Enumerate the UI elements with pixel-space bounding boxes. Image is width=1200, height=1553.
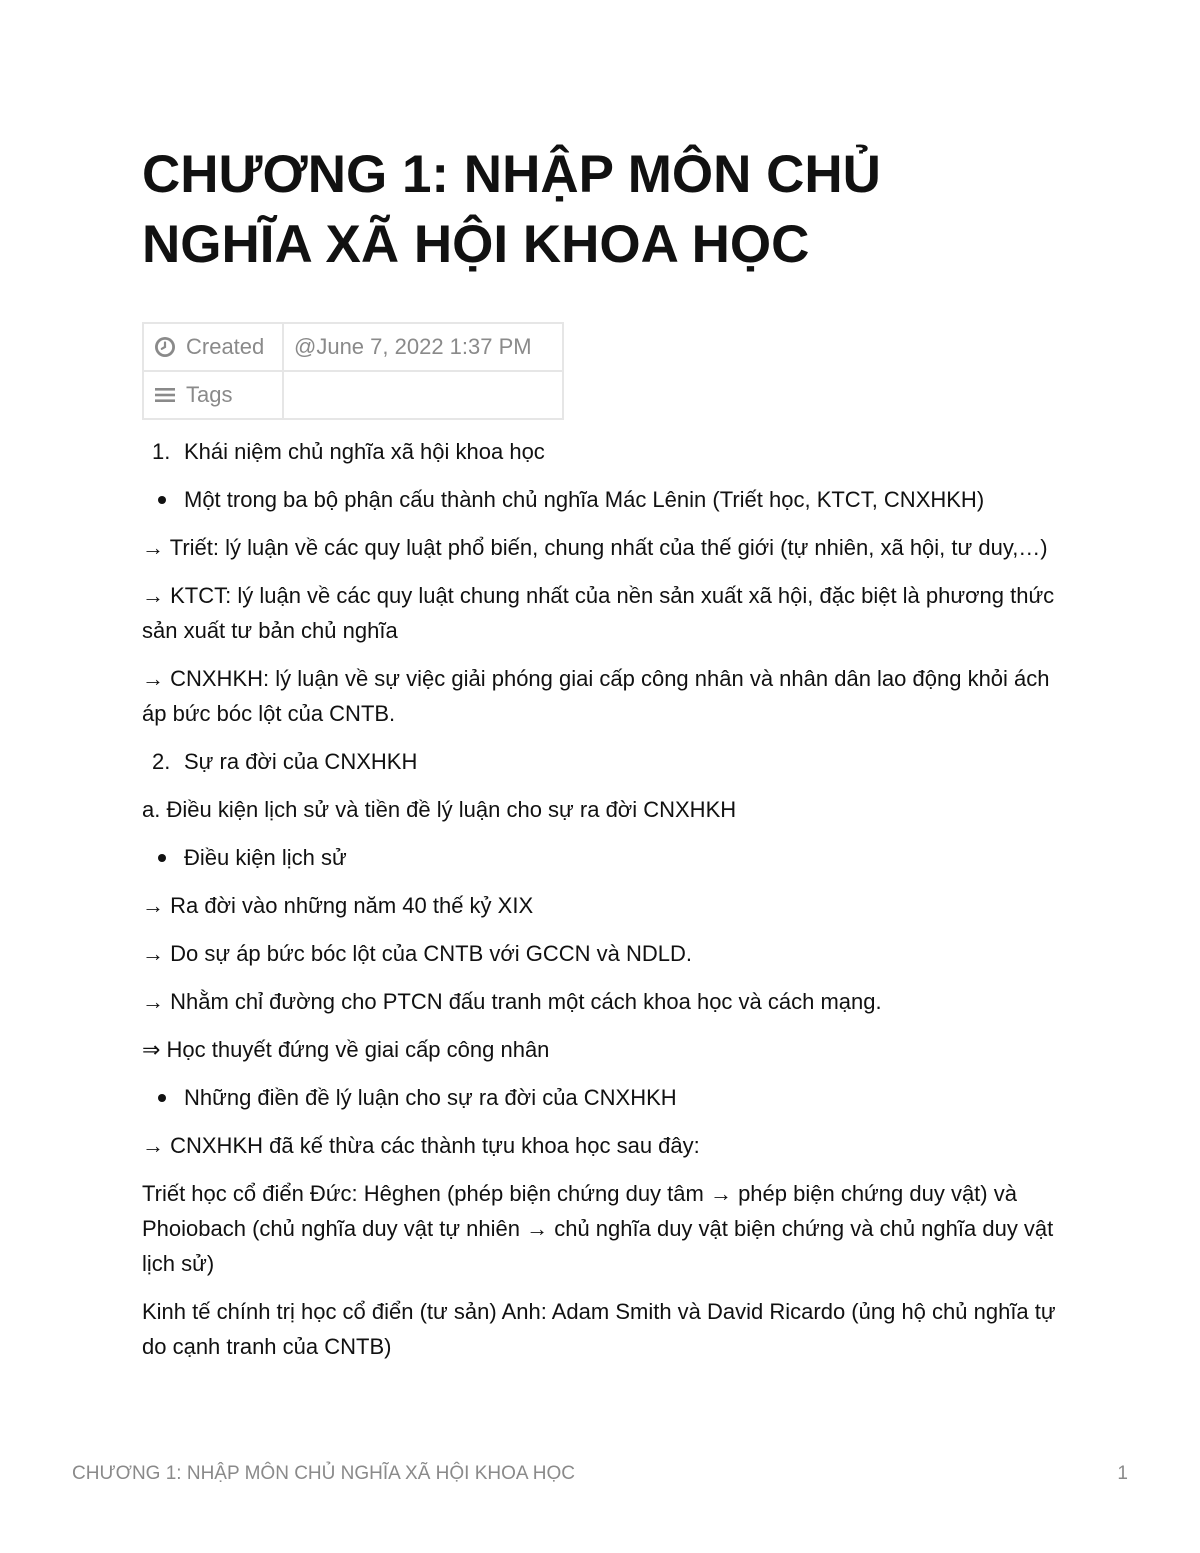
document-page xyxy=(142,140,1062,1377)
page-footer xyxy=(72,1463,1128,1485)
bullet-item-text: Điều kiện lịch sử xyxy=(184,845,347,870)
property-key-created xyxy=(143,323,283,371)
numbered-item-number: 1. xyxy=(152,439,171,464)
numbered-item-1 xyxy=(142,434,1062,469)
numbered-item-text: Khái niệm chủ nghĩa xã hội khoa học xyxy=(184,439,545,464)
bullet-dot xyxy=(158,1094,166,1102)
bullet-dot xyxy=(158,496,166,504)
tags-label: Tags xyxy=(186,382,233,407)
created-label: Created xyxy=(186,334,265,359)
tags-value xyxy=(283,371,563,419)
properties-table xyxy=(142,322,564,420)
paragraph-dieu-kien: a. Điều kiện lịch sử và tiền đề lý luận cho sự ra đời CNXHKH xyxy=(142,797,737,822)
page-title xyxy=(142,140,1062,280)
property-key-tags xyxy=(143,371,283,419)
property-row-created xyxy=(143,323,563,371)
paragraph-triet-hoc-duc: Triết học cổ điển Đức: Hêghen (phép biện chứng duy tâm → phép biện chứng duy vật) và Phoiobach (chủ nghĩa duy vật tự nhiên → chủ nghĩa duy vật biện chứng và chủ nghĩa duy vật lịch sử) xyxy=(142,1181,1054,1276)
paragraph-cnxhkh: → CNXHKH: lý luận về sự việc giải phóng giai cấp công nhân và nhân dân lao động khỏi ách áp bức bóc lột của CNTB. xyxy=(142,666,1050,726)
paragraph-ke-thua: → CNXHKH đã kế thừa các thành tựu khoa học sau đây: xyxy=(142,1133,700,1158)
numbered-item-number: 2. xyxy=(152,749,171,774)
bullet-item-3 xyxy=(142,1080,1062,1115)
page-title-line-2: NGHĨA XÃ HỘI KHOA HỌC xyxy=(142,215,810,274)
paragraph-ktct: → KTCT: lý luận về các quy luật chung nhất của nền sản xuất xã hội, đặc biệt là phương thức sản xuất tư bản chủ nghĩa xyxy=(142,583,1055,643)
page-title-line-1: CHƯƠNG 1: NHẬP MÔN CHỦ xyxy=(142,145,881,204)
bullet-dot xyxy=(158,854,166,862)
paragraph-hoc-thuyet: ⇒ Học thuyết đứng về giai cấp công nhân xyxy=(142,1037,550,1062)
paragraph-ra-doi: → Ra đời vào những năm 40 thế kỷ XIX xyxy=(142,893,534,918)
document-body xyxy=(142,434,1062,1364)
numbered-item-2 xyxy=(142,744,1062,779)
paragraph-triet: → Triết: lý luận về các quy luật phổ biến, chung nhất của thế giới (tự nhiên, xã hội, tư duy,…) xyxy=(142,535,1048,560)
clock-icon xyxy=(154,336,176,358)
bullet-item-2 xyxy=(142,840,1062,875)
property-row-tags xyxy=(143,371,563,419)
footer-page-number: 1 xyxy=(1117,1463,1128,1484)
list-icon xyxy=(154,384,176,406)
paragraph-chi-duong: → Nhằm chỉ đường cho PTCN đấu tranh một cách khoa học và cách mạng. xyxy=(142,989,882,1014)
bullet-item-1 xyxy=(142,482,1062,517)
paragraph-ap-buc: → Do sự áp bức bóc lột của CNTB với GCCN và NDLD. xyxy=(142,941,693,966)
paragraph-kinh-te-anh: Kinh tế chính trị học cổ điển (tư sản) Anh: Adam Smith và David Ricardo (ủng hộ chủ nghĩa tự do cạnh tranh của CNTB) xyxy=(142,1299,1056,1359)
bullet-item-text: Những điền đề lý luận cho sự ra đời của CNXHKH xyxy=(184,1085,677,1110)
bullet-item-text: Một trong ba bộ phận cấu thành chủ nghĩa Mác Lênin (Triết học, KTCT, CNXHKH) xyxy=(184,487,985,512)
footer-title: CHƯƠNG 1: NHẬP MÔN CHỦ NGHĨA XÃ HỘI KHOA HỌC xyxy=(72,1463,576,1484)
created-value: @June 7, 2022 1:37 PM xyxy=(283,323,563,371)
numbered-item-text: Sự ra đời của CNXHKH xyxy=(184,749,418,774)
